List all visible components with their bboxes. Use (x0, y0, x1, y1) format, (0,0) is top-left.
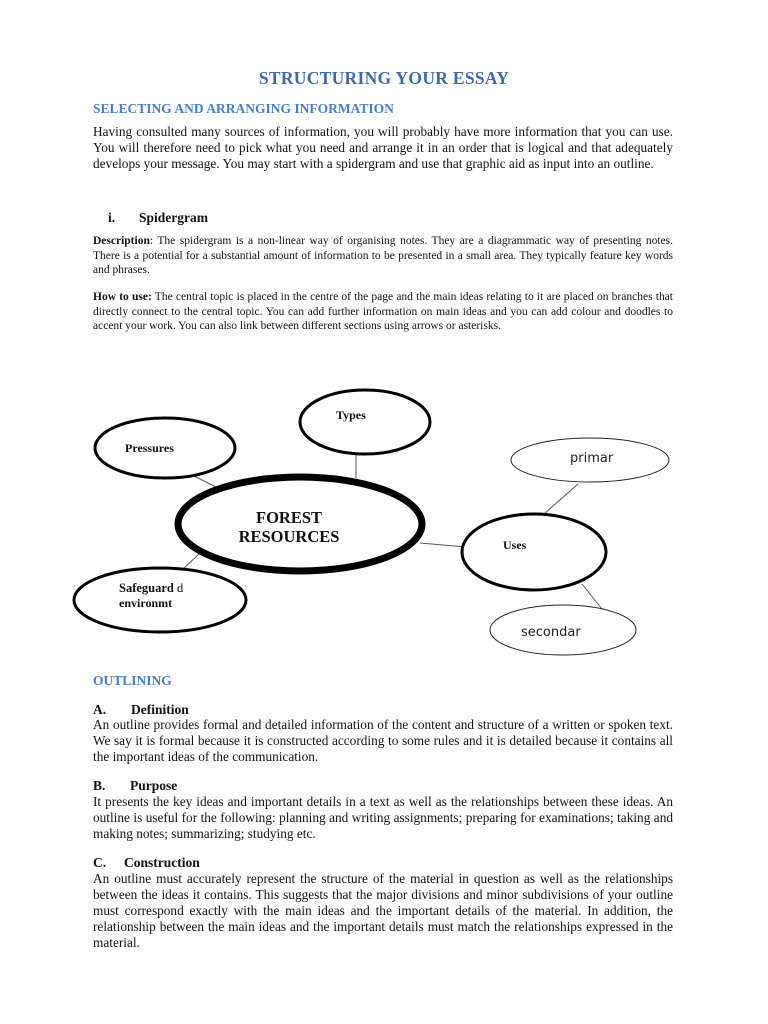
definition-heading (93, 702, 189, 718)
description-paragraph (93, 234, 673, 278)
spidergram-diagram (0, 370, 768, 670)
label-safeguard-bold: Safeguard (119, 581, 174, 595)
node-uses (462, 514, 606, 590)
spidergram-heading-text: Spidergram (139, 210, 208, 225)
label-types: Types (336, 408, 366, 422)
label-primar: primar (570, 451, 614, 466)
label-secondar: secondar (521, 625, 581, 640)
definition-heading-text: Definition (131, 702, 189, 717)
construction-heading-text: Construction (124, 855, 200, 870)
purpose-heading (93, 778, 177, 794)
construction-letter: C. (93, 855, 107, 870)
label-center-line2: RESOURCES (238, 527, 340, 546)
definition-letter: A. (93, 702, 107, 717)
connector-primar (544, 484, 578, 514)
section-heading-outlining: OUTLINING (93, 673, 172, 688)
description-text: : The spidergram is a non-linear way of organising notes. They are a diagrammatic way of presenting notes. There is a potential for a substantial amount of information to be presented in a small area. They typically feature key words and phrases. (93, 235, 673, 276)
construction-heading (93, 855, 200, 871)
label-safeguard-line2: environmt (119, 596, 173, 610)
section-heading-selecting: SELECTING AND ARRANGING INFORMATION (93, 101, 394, 116)
label-uses: Uses (503, 538, 527, 552)
how-to-use-label: How to use: (93, 291, 152, 303)
definition-paragraph: An outline provides formal and detailed information of the content and structure of a written or spoken text. We say it is formal because it is constructed according to some rules and it is detailed because it contains all the important ideas of the communication. (93, 717, 673, 764)
purpose-heading-text: Purpose (130, 778, 178, 793)
how-to-use-text: The central topic is placed in the centre of the page and the main ideas relating to it are placed on branches that directly connect to the central topic. You can add further information on main ideas and you can add colour and doodles to accent your work. You can also link between different sections using arrows or asterisks. (93, 291, 673, 332)
connector-safeguard (182, 553, 200, 570)
node-types (300, 390, 430, 454)
purpose-letter: B. (93, 778, 106, 793)
spidergram-heading (108, 210, 208, 226)
label-pressures: Pressures (125, 441, 174, 455)
construction-paragraph: An outline must accurately represent the structure of the material in question as well as the relationships between the ideas it contains. This suggests that the major divisions and minor subdivisions of your outline must correspond exactly with the main ideas and the important details of the material. In addition, the relationship between the main ideas and the important details must match the relationships expressed in the material. (93, 871, 673, 950)
intro-paragraph: Having consulted many sources of information, you will probably have more information that you can use. You will therefore need to pick what you need and arrange it in an order that is logical and that adequately develops your message. You may start with a spidergram and use that graphic aid as input into an outline. (93, 124, 673, 171)
description-label: Description (93, 235, 150, 247)
connector-uses (420, 543, 466, 547)
how-to-use-paragraph (93, 290, 673, 334)
label-safeguard-rest: d (173, 581, 184, 595)
spidergram-number: i. (108, 210, 116, 225)
purpose-paragraph: It presents the key ideas and important details in a text as well as the relationships between these ideas. An outline is useful for the following: planning and writing assignments; preparing for examinations; taking and making notes; summarizing; studying etc. (93, 794, 673, 841)
label-safeguard-line1 (119, 581, 184, 595)
label-center-line1: FOREST (255, 508, 323, 527)
page-title: STRUCTURING YOUR ESSAY (258, 68, 510, 88)
